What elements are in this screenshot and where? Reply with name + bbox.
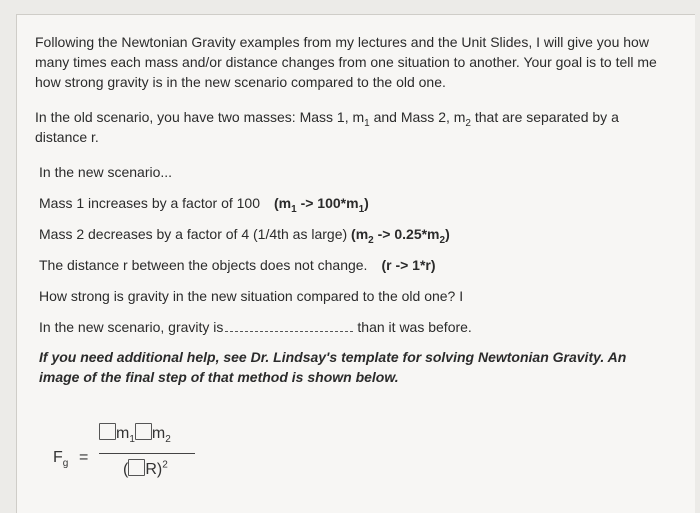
distance-line bbox=[39, 255, 436, 275]
old-text-c: that are separated by a distance r. bbox=[35, 109, 619, 145]
numerator-box-1 bbox=[99, 423, 116, 440]
old-sub-1: 1 bbox=[364, 117, 370, 129]
question-line: How strong is gravity in the new situation compared to the old one? I bbox=[39, 288, 464, 304]
formula-m2: m bbox=[151, 425, 166, 442]
formula-m1-sub: 1 bbox=[129, 434, 135, 446]
intro-paragraph: Following the Newtonian Gravity examples from my lectures and the Unit Slides, I will give you how many times each mass and/or distance changes from one situation to another. Your goal is to tell me how strong gravity is in the new scenario compared to the old one. bbox=[35, 34, 657, 90]
formula-lhs bbox=[53, 449, 69, 470]
mass2-note-b: -> 0.25*m bbox=[373, 226, 440, 242]
distance-text: The distance r between the objects does not change. bbox=[39, 257, 368, 273]
answer-prefix: In the new scenario, gravity is bbox=[39, 319, 224, 335]
mass1-note-c: ) bbox=[364, 195, 369, 211]
mass2-note bbox=[351, 226, 450, 246]
question-panel bbox=[16, 14, 695, 513]
denominator-box bbox=[128, 459, 145, 476]
mass1-text: Mass 1 increases by a factor of 100 bbox=[39, 195, 260, 211]
mass1-note-b: -> 100*m bbox=[296, 195, 359, 211]
new-scenario-heading: In the new scenario... bbox=[39, 164, 173, 180]
mass1-note bbox=[274, 195, 369, 215]
mass2-line bbox=[39, 224, 450, 244]
old-text-a: In the old scenario, you have two masses: Mass 1, m bbox=[35, 109, 365, 125]
answer-line bbox=[39, 317, 472, 337]
formula-m2-sub: 2 bbox=[165, 434, 171, 446]
mass2-text: Mass 2 decreases by a factor of 4 (1/4th as large) bbox=[39, 226, 348, 242]
answer-blank[interactable] bbox=[225, 319, 353, 332]
old-sub-2: 2 bbox=[465, 117, 471, 129]
formula-lhs-f: F bbox=[53, 449, 63, 466]
formula-den-var: R) bbox=[145, 461, 163, 478]
answer-suffix: than it was before. bbox=[357, 319, 472, 335]
old-scenario-paragraph bbox=[35, 107, 635, 147]
formula-denominator bbox=[123, 459, 168, 479]
formula-lhs-sub: g bbox=[62, 458, 69, 470]
mass1-note-a: (m bbox=[274, 195, 292, 211]
formula-numerator bbox=[99, 423, 199, 446]
fraction-bar bbox=[99, 453, 195, 454]
mass2-note-sub2: 2 bbox=[439, 234, 446, 246]
mass1-line bbox=[39, 193, 369, 213]
mass2-note-c: ) bbox=[445, 226, 450, 242]
formula-den-open: ( bbox=[123, 461, 129, 478]
formula-equals: = bbox=[79, 449, 89, 466]
gravity-formula-image bbox=[53, 419, 223, 499]
help-paragraph: If you need additional help, see Dr. Lindsay's template for solving Newtonian Gravity. An image of the final step of that method is shown below. bbox=[39, 349, 627, 385]
old-text-b: and Mass 2, m bbox=[369, 109, 466, 125]
numerator-box-2 bbox=[135, 423, 152, 440]
mass2-note-sub1: 2 bbox=[368, 234, 374, 246]
mass2-note-a: (m bbox=[351, 226, 369, 242]
mass1-note-sub1: 1 bbox=[291, 203, 297, 215]
distance-note: (r -> 1*r) bbox=[381, 257, 436, 273]
mass1-note-sub2: 1 bbox=[358, 203, 365, 215]
formula-den-exp: 2 bbox=[162, 459, 168, 471]
formula-m1: m bbox=[116, 425, 130, 442]
